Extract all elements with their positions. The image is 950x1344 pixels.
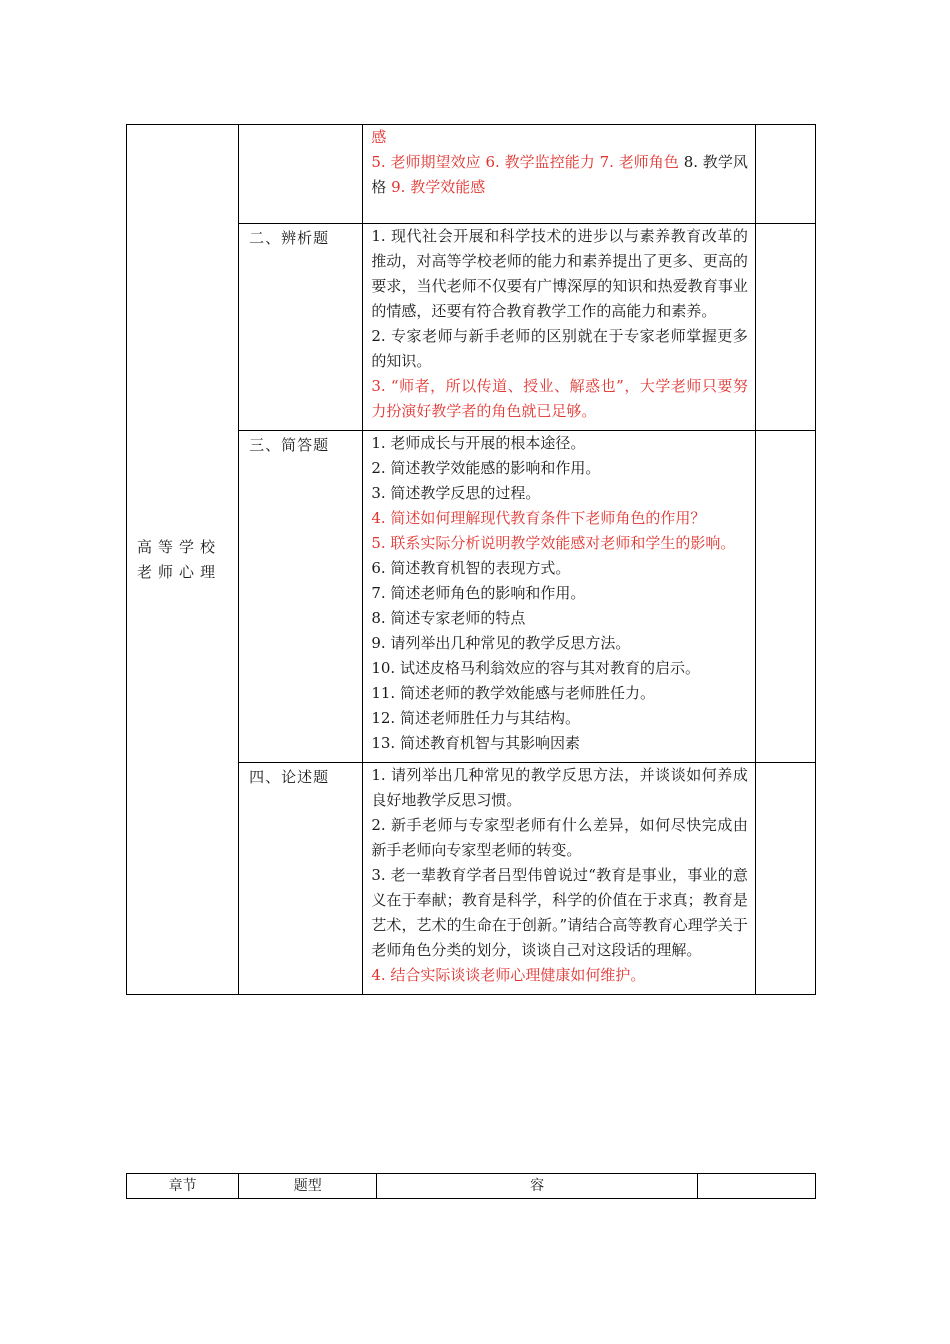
question-item: 1. 请列举出几种常见的教学反思方法，并谈谈如何养成良好地教学反思习惯。 [371, 766, 748, 809]
question-item: 3. 简述教学反思的过程。 [371, 484, 541, 502]
question-item: 2. 新手老师与专家型老师有什么差异，如何尽快完成由新手老师向专家型老师的转变。 [371, 816, 748, 859]
question-list [363, 431, 755, 762]
question-item: 13. 简述教育机智与其影响因素 [371, 734, 580, 752]
notes-cell [755, 224, 815, 431]
question-type-cell [239, 763, 363, 995]
question-item: 6. 简述教育机智的表现方式。 [371, 559, 571, 577]
question-list [363, 224, 755, 430]
header-question-type: 题型 [239, 1174, 377, 1199]
header-row [127, 1174, 816, 1199]
question-table [126, 124, 816, 995]
chapter-cell [127, 125, 239, 995]
content-segment: 5. 老师期望效应 6. 教学监控能力 7. 老师角色 [371, 153, 679, 171]
content-segment: 9. 教学效能感 [391, 178, 486, 196]
header-chapter: 章节 [127, 1174, 239, 1199]
question-item: 11. 简述老师的教学效能感与老师胜任力。 [371, 684, 655, 702]
question-type-label: 三、简答题 [249, 436, 330, 454]
continued-content [363, 125, 755, 200]
table-row-continued [127, 125, 816, 224]
question-type-label: 二、辨析题 [249, 229, 330, 247]
question-item: 4. 结合实际谈谈老师心理健康如何维护。 [371, 966, 646, 984]
question-item: 2. 专家老师与新手老师的区别就在于专家老师掌握更多的知识。 [371, 327, 748, 370]
question-item: 7. 简述老师角色的影响和作用。 [371, 584, 586, 602]
question-type-cell-empty [239, 125, 363, 224]
question-item: 12. 简述老师胜任力与其结构。 [371, 709, 580, 727]
question-item: 5. 联系实际分析说明教学效能感对老师和学生的影响。 [371, 534, 736, 552]
question-type-cell [239, 224, 363, 431]
content-cell [363, 224, 756, 431]
header-notes [697, 1174, 815, 1199]
next-table-header [126, 1173, 816, 1199]
question-type-label: 四、论述题 [249, 768, 330, 786]
question-item: 9. 请列举出几种常见的教学反思方法。 [371, 634, 631, 652]
content-cell [363, 431, 756, 763]
question-item: 8. 简述专家老师的特点 [371, 609, 526, 627]
question-list [363, 763, 755, 994]
question-item: 1. 老师成长与开展的根本途径。 [371, 434, 586, 452]
continued-content-cell [363, 125, 756, 224]
content-segment: 8. 教学风格 [371, 153, 748, 196]
notes-cell [755, 125, 815, 224]
question-type-cell [239, 431, 363, 763]
question-item: 3. “师者，所以传道、授业、解惑也”，大学老师只要努力扮演好教学者的角色就已足够。 [371, 377, 748, 420]
question-item: 10. 试述皮格马利翁效应的容与其对教育的启示。 [371, 659, 700, 677]
question-item: 1. 现代社会开展和科学技术的进步以与素养教育改革的推动，对高等学校老师的能力和素养提出了更多、更高的要求，当代老师不仅要有广博深厚的知识和热爱教育事业的情感，还要有符合教育教学工作的高能力和素养。 [371, 227, 748, 320]
content-segment: 感 [371, 128, 387, 146]
header-content: 容 [377, 1174, 697, 1199]
notes-cell [755, 763, 815, 995]
chapter-label: 高等学校老师心理 [137, 537, 222, 581]
question-item: 2. 简述教学效能感的影响和作用。 [371, 459, 601, 477]
content-cell [363, 763, 756, 995]
question-item: 4. 简述如何理解现代教育条件下老师角色的作用？ [371, 509, 706, 527]
notes-cell [755, 431, 815, 763]
question-item: 3. 老一辈教育学者吕型伟曾说过“教育是事业，事业的意义在于奉献；教育是科学，科学的价值在于求真；教育是艺术，艺术的生命在于创新。”请结合高等教育心理学关于老师角色分类的划分，谈谈自己对这段话的理解。 [371, 866, 748, 959]
